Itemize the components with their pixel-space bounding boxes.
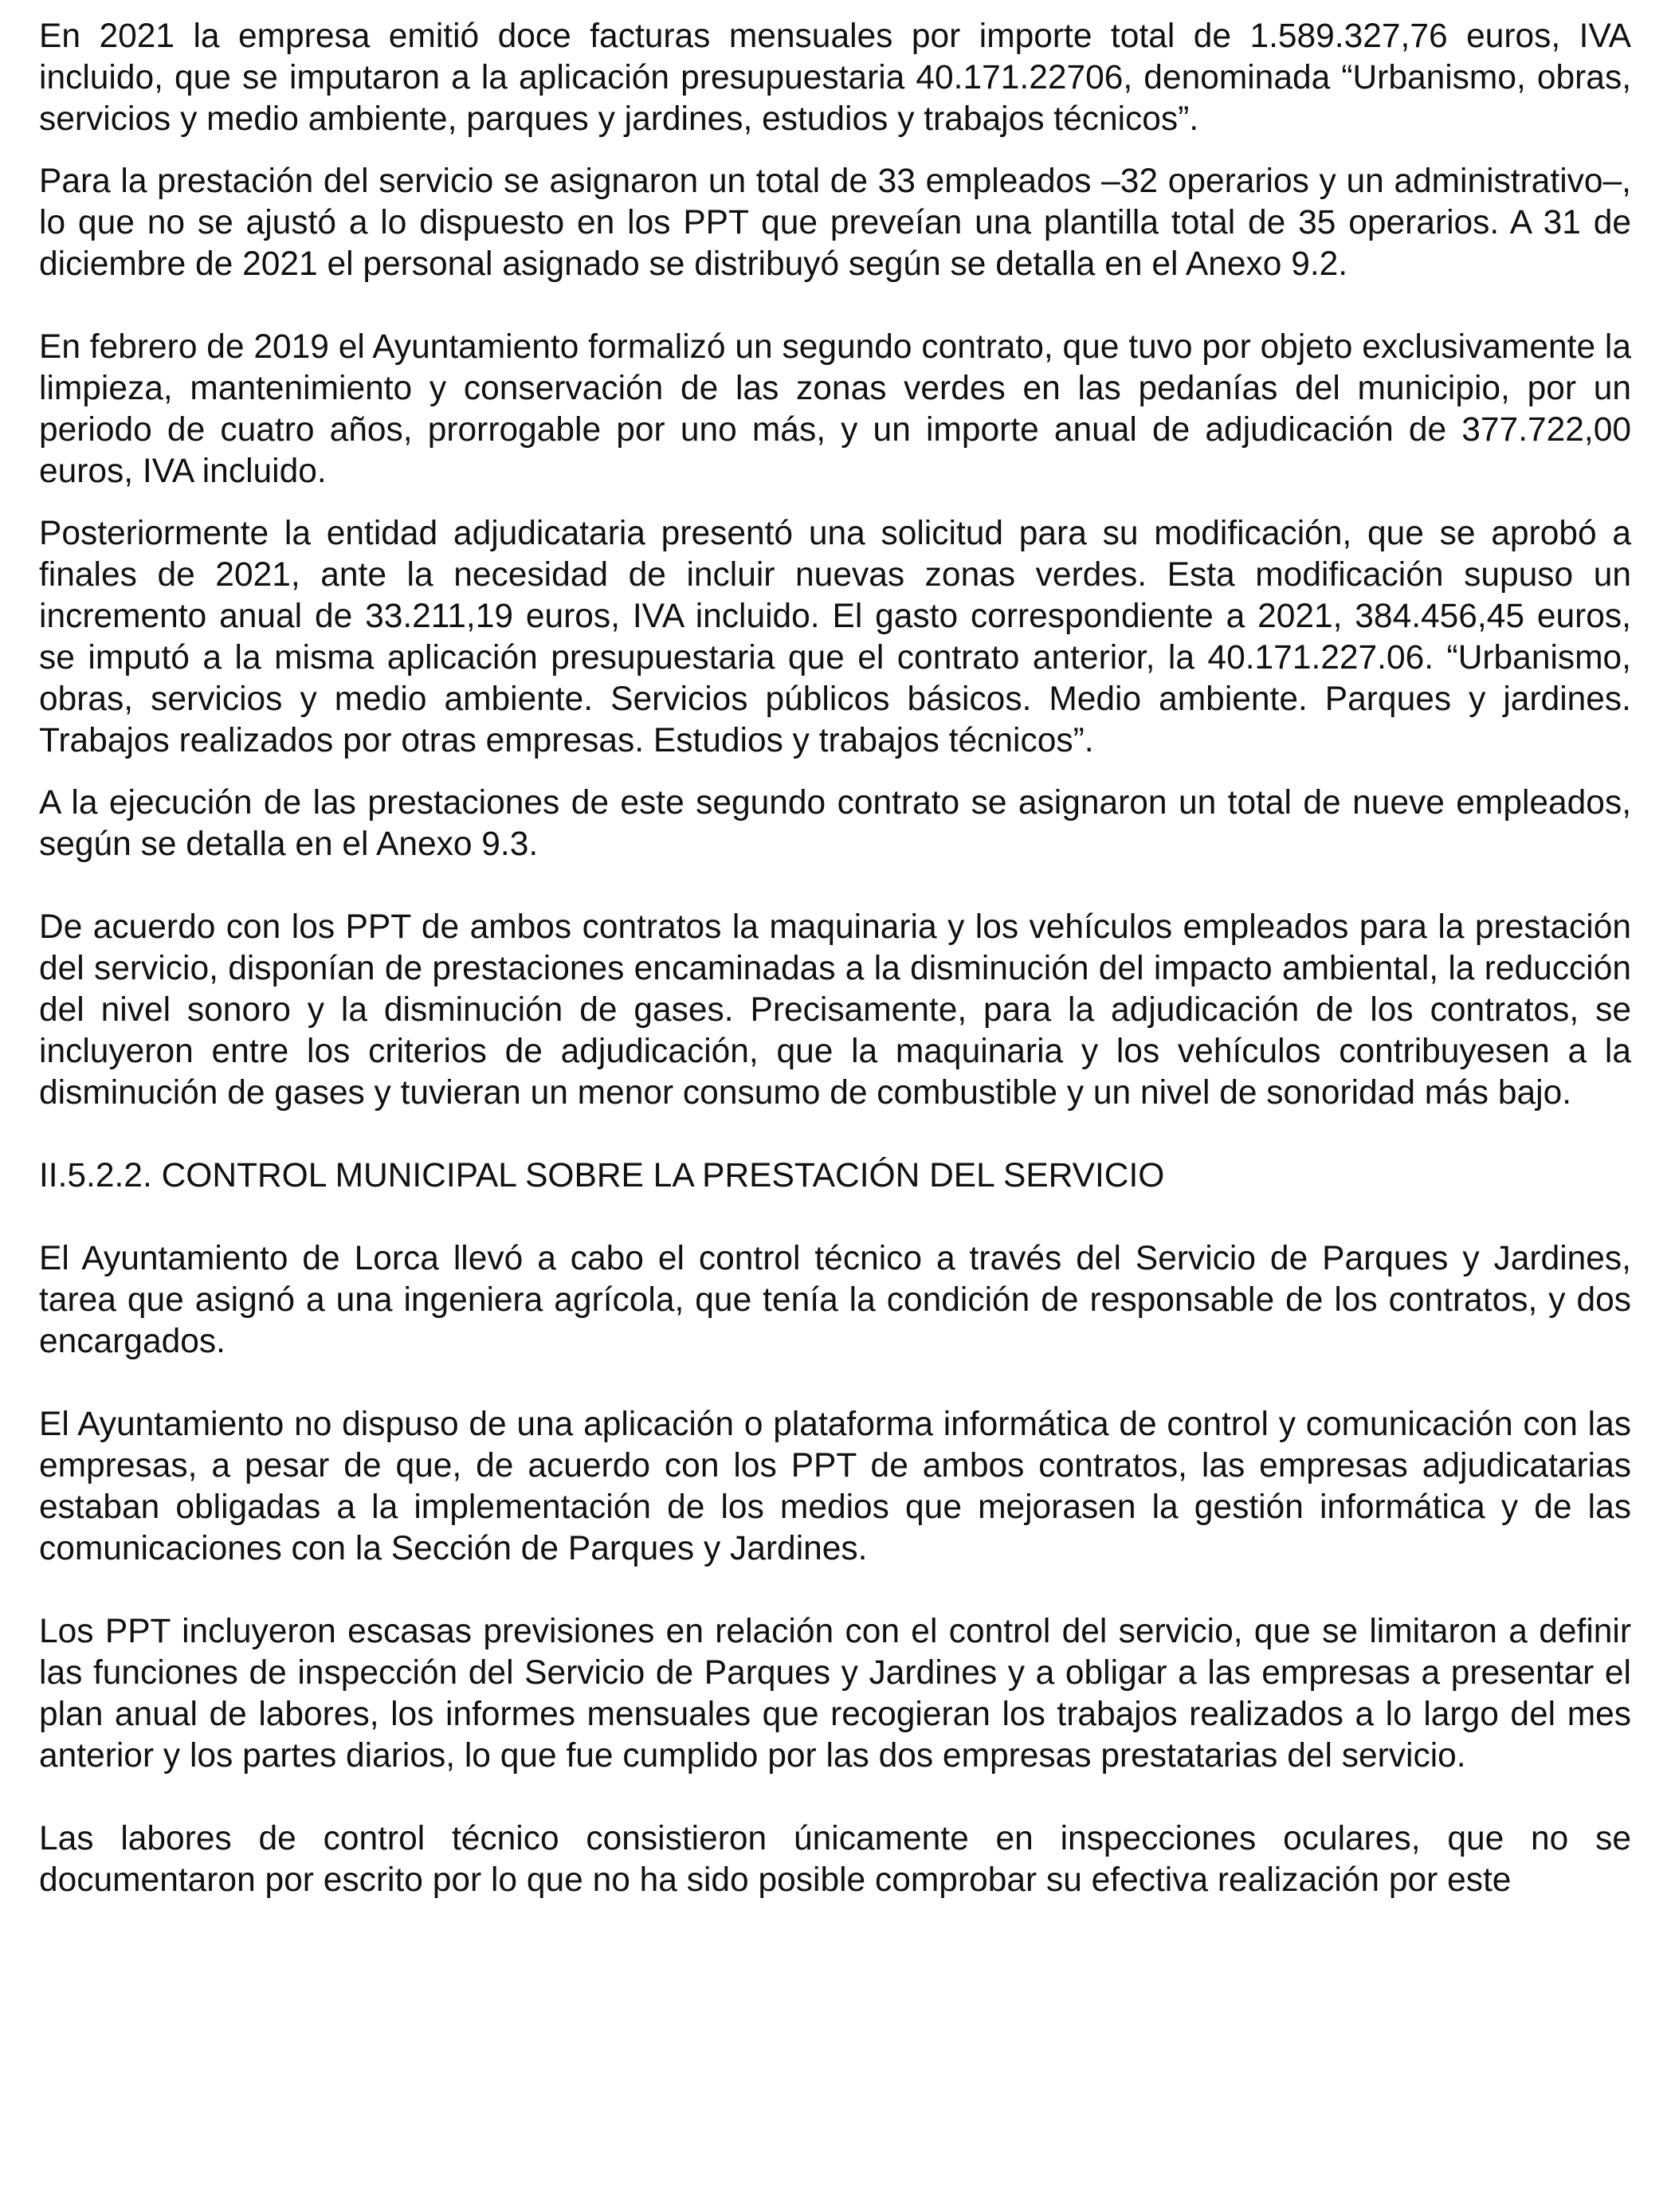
paragraph-control-tasks: Las labores de control técnico consistieron únicamente en inspecciones oculares, que no se documentaron por escrito por lo que no ha sido posible comprobar su efectiva realización por este <box>39 1820 1631 1899</box>
paragraph-staff-assigned: Para la prestación del servicio se asignaron un total de 33 empleados ‒32 operarios y un administrativo‒, lo que no se ajustó a lo dispuesto en los PPT que preveían una plantilla total de 35 operarios. A 31 de diciembre de 2021 el personal asignado se distribuyó según se detalla en el Anexo 9.2. <box>39 163 1631 283</box>
paragraph-invoices-2021: En 2021 la empresa emitió doce facturas mensuales por importe total de 1.589.327,76 euros, IVA incluido, que se imputaron a la aplicación presupuestaria 40.171.22706, denominada “Urbanismo, obras, servicios y medio ambiente, parques y jardines, estudios y trabajos técnicos”. <box>39 18 1631 138</box>
paragraph-technical-control: El Ayuntamiento de Lorca llevó a cabo el control técnico a través del Servicio de Parques y Jardines, tarea que asignó a una ingeniera agrícola, que tenía la condición de responsable de los contratos, y dos encargados. <box>39 1240 1631 1360</box>
paragraph-machinery-vehicles: De acuerdo con los PPT de ambos contratos la maquinaria y los vehículos empleados para la prestación del servicio, disponían de prestaciones encaminadas a la disminución del impacto ambiental, la reducción del nivel sonoro y la disminución de gases. Precisamente, para la adjudicación de los contratos, se incluyeron entre los criterios de adjudicación, que la maquinaria y los vehículos contribuyesen a la disminución de gases y tuvieran un menor consumo de combustible y un nivel de sonoridad más bajo. <box>39 908 1631 1112</box>
paragraph-ppt-provisions: Los PPT incluyeron escasas previsiones en relación con el control del servicio, que se limitaron a definir las funciones de inspección del Servicio de Parques y Jardines y a obligar a las empresas a presentar el plan anual de labores, los informes mensuales que recogieran los trabajos realizados a lo largo del mes anterior y los partes diarios, lo que fue cumplido por las dos empresas prestatarias del servicio. <box>39 1613 1631 1775</box>
paragraph-no-platform: El Ayuntamiento no dispuso de una aplicación o plataforma informática de control y comunicación con las empresas, a pesar de que, de acuerdo con los PPT de ambos contratos, las empresas adjudicatarias estaban obligadas a la implementación de los medios que mejorasen la gestión informática y de las comunicaciones con la Sección de Parques y Jardines. <box>39 1406 1631 1567</box>
paragraph-second-contract: En febrero de 2019 el Ayuntamiento formalizó un segundo contrato, que tuvo por objeto exclusivamente la limpieza, mantenimiento y conservación de las zonas verdes en las pedanías del municipio, por un periodo de cuatro años, prorrogable por uno más, y un importe anual de adjudicación de 377.722,00 euros, IVA incluido. <box>39 328 1631 490</box>
section-heading: II.5.2.2. CONTROL MUNICIPAL SOBRE LA PRESTACIÓN DEL SERVICIO <box>39 1157 1165 1194</box>
paragraph-contract-modification: Posteriormente la entidad adjudicataria presentó una solicitud para su modificación, que se aprobó a finales de 2021, ante la necesidad de incluir nuevas zonas verdes. Esta modificación supuso un incremento anual de 33.211,19 euros, IVA incluido. El gasto correspondiente a 2021, 384.456,45 euros, se imputó a la misma aplicación presupuestaria que el contrato anterior, la 40.171.227.06. “Urbanismo, obras, servicios y medio ambiente. Servicios públicos básicos. Medio ambiente. Parques y jardines. Trabajos realizados por otras empresas. Estudios y trabajos técnicos”. <box>39 515 1631 759</box>
document-page <box>39 16 1631 1901</box>
paragraph-second-contract-staff: A la ejecución de las prestaciones de este segundo contrato se asignaron un total de nueve empleados, según se detalla en el Anexo 9.3. <box>39 784 1631 863</box>
